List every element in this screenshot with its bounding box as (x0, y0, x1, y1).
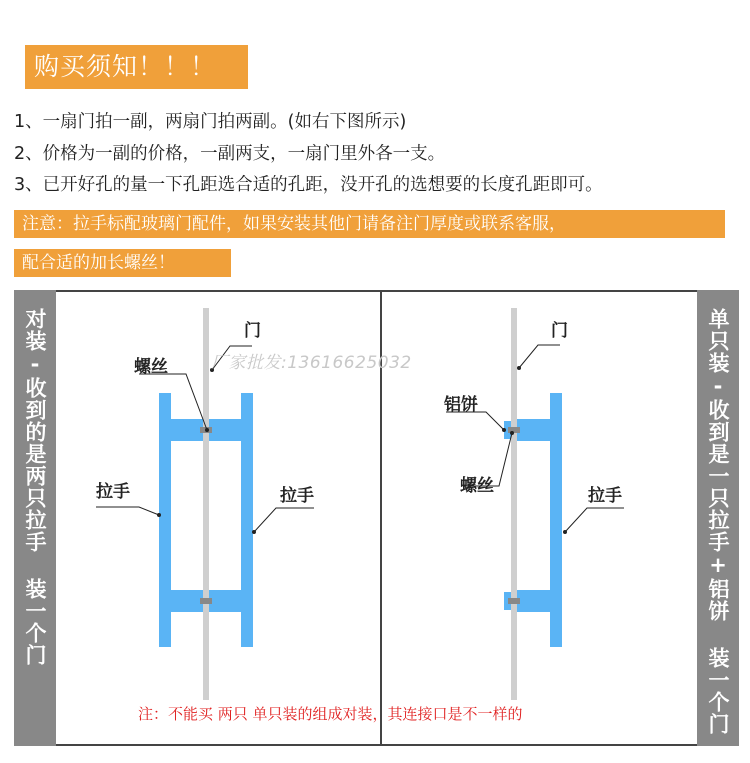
notice-line-1: 注意：拉手标配玻璃门配件，如果安装其他门请备注门厚度或联系客服， (14, 210, 725, 238)
right-screw-bot (508, 598, 520, 604)
right-connector-bot (517, 590, 550, 612)
right-disc-label: 铝饼 (444, 395, 478, 415)
left-handle-label-left: 拉手 (96, 482, 130, 502)
right-door-label: 门 (551, 321, 568, 341)
rule-3: 3、已开好孔的量一下孔距选合适的孔距，没开孔的选想要的长度孔距即可。 (14, 175, 603, 195)
left-screw-bot (200, 598, 212, 604)
rule-1: 1、一扇门拍一副，两扇门拍两副。(如右下图所示) (14, 112, 407, 132)
right-handle-label: 拉手 (588, 486, 622, 506)
rule-2: 2、价格为一副的价格，一副两支，一扇门里外各一支。 (14, 144, 446, 164)
installation-diagram (14, 290, 739, 746)
right-screw-label: 螺丝 (460, 476, 494, 496)
left-connector-bot-r (209, 590, 241, 612)
left-handle-bar-right (241, 393, 253, 647)
left-connector-top-l (171, 419, 203, 441)
right-connector-top (517, 419, 550, 441)
right-screw-top (508, 427, 520, 433)
left-handle-bar-left (159, 393, 171, 647)
left-handle-label-right: 拉手 (280, 486, 314, 506)
wholesale-watermark: 厂家批发:13616625032 (211, 353, 412, 373)
right-door (511, 308, 517, 700)
left-door (203, 308, 209, 700)
paired-install-label: 对装-收到的是两只拉手 装一个门 (14, 290, 56, 746)
combination-warning: 注：不能买 两只 单只装的组成对装，其连接口是不一样的 (138, 705, 523, 723)
left-connector-bot-l (171, 590, 203, 612)
right-handle-bar (550, 393, 562, 647)
left-door-label: 门 (244, 321, 261, 341)
left-screw-label: 螺丝 (134, 357, 168, 377)
left-connector-top-r (209, 419, 241, 441)
notice-line-2: 配合适的加长螺丝！ (14, 249, 231, 277)
single-install-label: 单只装-收到是一只拉手+铝饼 装一个门 (697, 290, 739, 746)
page-title: 购买须知！！！ (25, 45, 248, 89)
